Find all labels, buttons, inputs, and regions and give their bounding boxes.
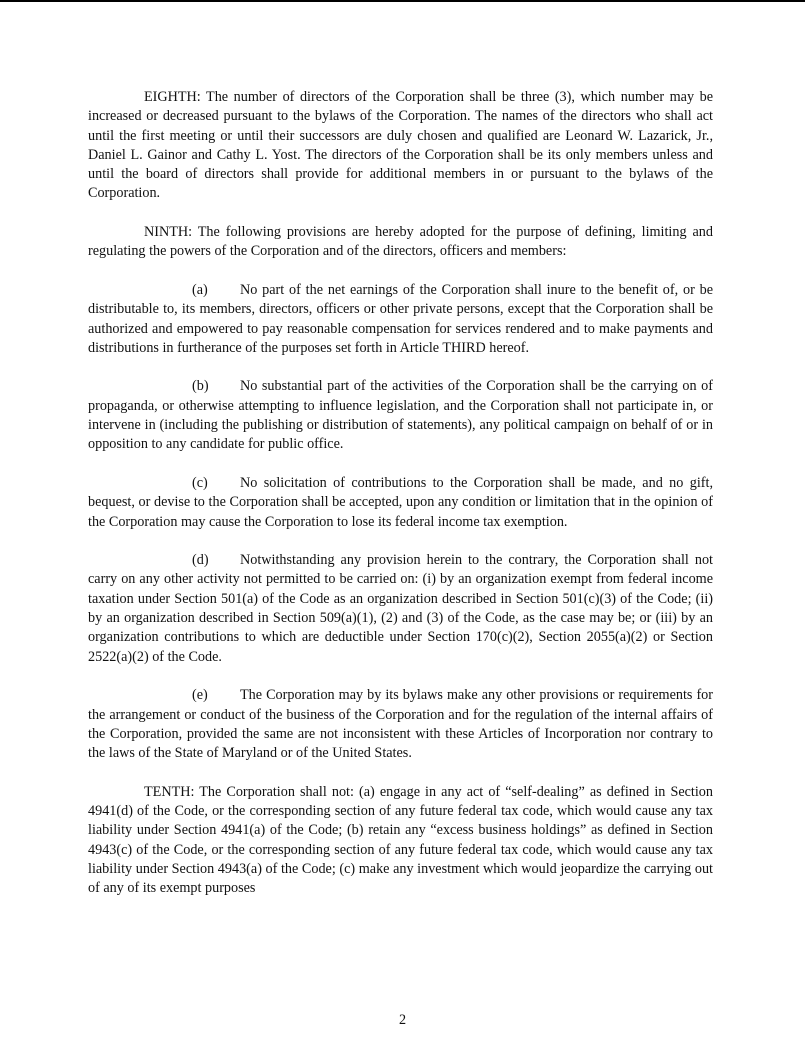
article-ninth: NINTH: The following provisions are hereby adopted for the purpose of defining, limiting and regulating the powers of the Corporation and of the directors, officers and members: — [88, 224, 713, 260]
page-top-edge — [0, 0, 805, 2]
provision-d-label: (d) — [192, 552, 209, 569]
provision-e — [88, 686, 713, 763]
provision-e-text: The Corporation may by its bylaws make any other provisions or requirements for the arrangement or conduct of the business of the Corporation and for the regulation of the internal affairs of the Corporation, provided the same are not inconsistent with these Articles of Incorporation nor contrary to the laws of the State of Maryland or of the United States. — [88, 687, 713, 762]
provision-b-label: (b) — [192, 378, 209, 395]
provision-a-label: (a) — [192, 281, 208, 298]
provision-a — [88, 281, 713, 358]
provision-e-label: (e) — [192, 687, 208, 704]
provision-a-text: No part of the net earnings of the Corporation shall inure to the benefit of, or be distributable to, its members, directors, officers or other private persons, except that the Corporation shall be authorized and empowered to pay reasonable compensation for services rendered and to make payments and distributions in furtherance of the purposes set forth in Article THIRD hereof. — [88, 281, 713, 356]
provision-c-text: No solicitation of contributions to the Corporation shall be made, and no gift, bequest, or devise to the Corporation shall be accepted, upon any condition or limitation that in the opinion of the Corporation may cause the Corporation to lose its federal income tax exemption. — [88, 474, 713, 530]
page-number: 2 — [398, 1012, 407, 1028]
document-body — [88, 88, 713, 918]
provision-d — [88, 551, 713, 667]
provision-d-text: Notwithstanding any provision herein to the contrary, the Corporation shall not carry on any other activity not permitted to be carried on: (i) by an organization exempt from federal income taxation under Section 501(a) of the Code as an organization described in Section 501(c)(3) of the Code; (ii) by an organization described in Section 509(a)(1), (2) and (3) of the Code, as the case may be; or (iii) by an organization contributions to which are deductible under Section 170(c)(2), Section 2055(a)(2) or Section 2522(a)(2) of the Code. — [88, 552, 713, 665]
article-tenth: TENTH: The Corporation shall not: (a) engage in any act of “self-dealing” as defined in Section 4941(d) of the Code, or the corresponding section of any future federal tax code, which would cause any tax liability under Section 4941(a) of the Code; (b) retain any “excess business holdings” as defined in Section 4943(c) of the Code, or the corresponding section of any future federal tax code, which would cause any tax liability under Section 4943(a) of the Code; (c) make any investment which would jeopardize the carrying out of any of its exempt purposes — [88, 783, 713, 897]
provision-c-label: (c) — [192, 474, 208, 491]
article-eighth: EIGHTH: The number of directors of the Corporation shall be three (3), which number may be increased or decreased pursuant to the bylaws of the Corporation. The names of the directors who shall act until the first meeting or until their successors are duly chosen and qualified are Leonard W. Lazarick, Jr., Daniel L. Gainor and Cathy L. Yost. The directors of the Corporation shall be its only members unless and until the board of directors shall provide for additional members in or pursuant to the bylaws of the Corporation. — [88, 89, 713, 202]
provision-b-text: No substantial part of the activities of the Corporation shall be the carrying on of propaganda, or otherwise attempting to influence legislation, and the Corporation shall not participate in, or intervene in (including the publishing or distribution of statements), any political campaign on behalf of or in opposition to any candidate for public office. — [88, 378, 713, 453]
provision-b — [88, 377, 713, 454]
provision-c — [88, 474, 713, 532]
